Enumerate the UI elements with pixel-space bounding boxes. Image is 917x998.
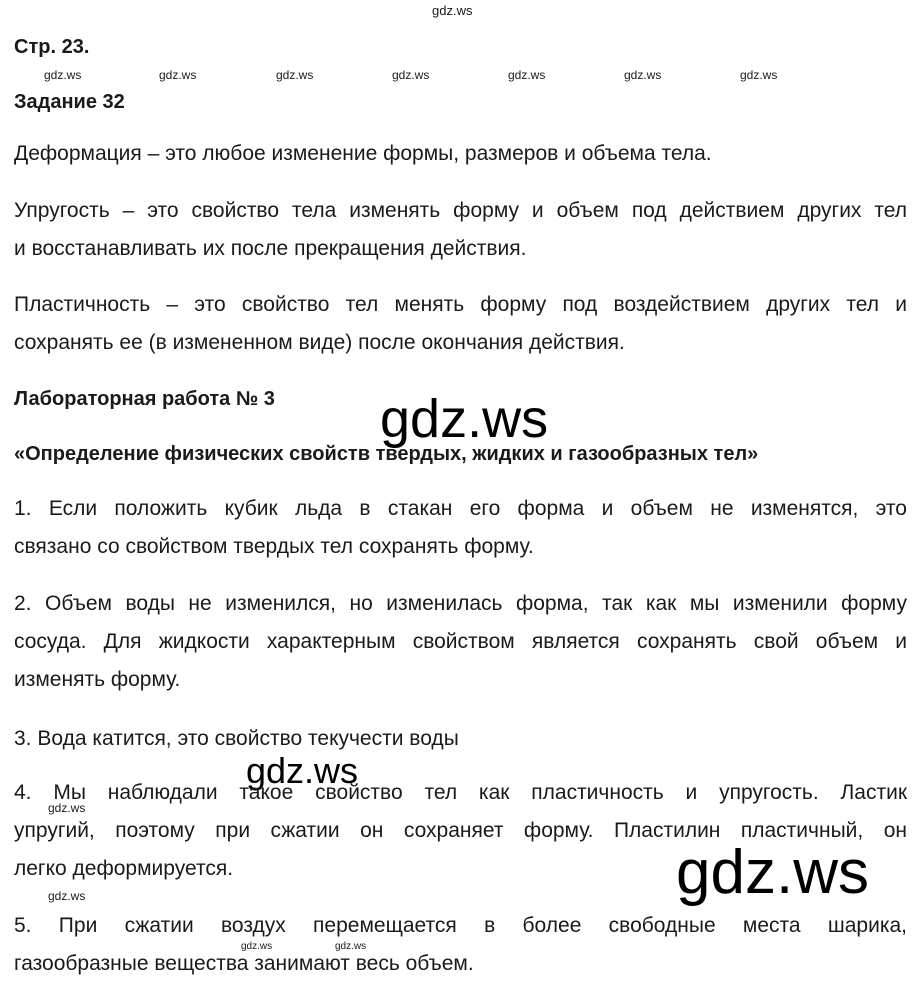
watermark-small: gdz.ws [48, 889, 86, 903]
task-heading: Задание 32 [14, 91, 125, 113]
watermark-small: gdz.ws [48, 801, 86, 815]
definition-line: Пластичность – это свойство тел менять форму под воздействием других тел и [14, 293, 907, 316]
watermark-large: gdz.ws [380, 389, 549, 449]
answer-1 [14, 490, 907, 566]
watermark-row: gdz.ws [44, 68, 82, 82]
lab-subtitle: «Определение физических свойств твердых, жидких и газообразных тел» [14, 443, 759, 465]
answer-line: изменять форму. [14, 668, 181, 691]
watermark-tiny: gdz.ws [335, 941, 367, 952]
answer-line: 1. Если положить кубик льда в стакан его форма и объем не изменятся, это [14, 497, 907, 520]
answer-line: 2. Объем воды не изменился, но изменилась форма, так как мы изменили форму [14, 592, 907, 615]
watermark-row: gdz.ws [508, 68, 546, 82]
answer-line: связано со свойством твердых тел сохранять форму. [14, 535, 534, 558]
watermark-xlarge: gdz.ws [676, 838, 869, 907]
watermark-top: gdz.ws [432, 3, 473, 18]
answer-3: 3. Вода катится, это свойство текучести воды [14, 727, 459, 750]
watermark-row: gdz.ws [740, 68, 778, 82]
watermark-tiny: gdz.ws [241, 941, 273, 952]
definition-deformation: Деформация – это любое изменение формы, размеров и объема тела. [14, 142, 712, 165]
watermark-row: gdz.ws [276, 68, 314, 82]
definition-line: Упругость – это свойство тела изменять форму и объем под действием других тел [14, 199, 907, 222]
answer-line: газообразные вещества занимают весь объем. [14, 952, 474, 975]
answer-line: упругий, поэтому при сжатии он сохраняет форму. Пластилин пластичный, он [14, 819, 907, 842]
answer-2 [14, 585, 907, 699]
watermark-row: gdz.ws [624, 68, 662, 82]
page-reference: Стр. 23. [14, 36, 90, 58]
definition-line: сохранять ее (в измененном виде) после окончания действия. [14, 331, 625, 354]
lab-title: Лабораторная работа № 3 [14, 388, 275, 410]
watermark-row: gdz.ws [392, 68, 430, 82]
answer-line: сосуда. Для жидкости характерным свойством является сохранять свой объем и [14, 630, 907, 653]
definition-elasticity [14, 192, 907, 268]
answer-5 [14, 907, 907, 983]
answer-line: 5. При сжатии воздух перемещается в более свободные места шарика, [14, 914, 907, 937]
answer-line: легко деформируется. [14, 857, 234, 880]
answer-line: 4. Мы наблюдали такое свойство тел как пластичность и упругость. Ластик [14, 781, 907, 804]
watermark-row: gdz.ws [159, 68, 197, 82]
definition-line: и восстанавливать их после прекращения действия. [14, 237, 527, 260]
definition-plasticity [14, 286, 907, 362]
watermark-medium: gdz.ws [246, 750, 359, 791]
